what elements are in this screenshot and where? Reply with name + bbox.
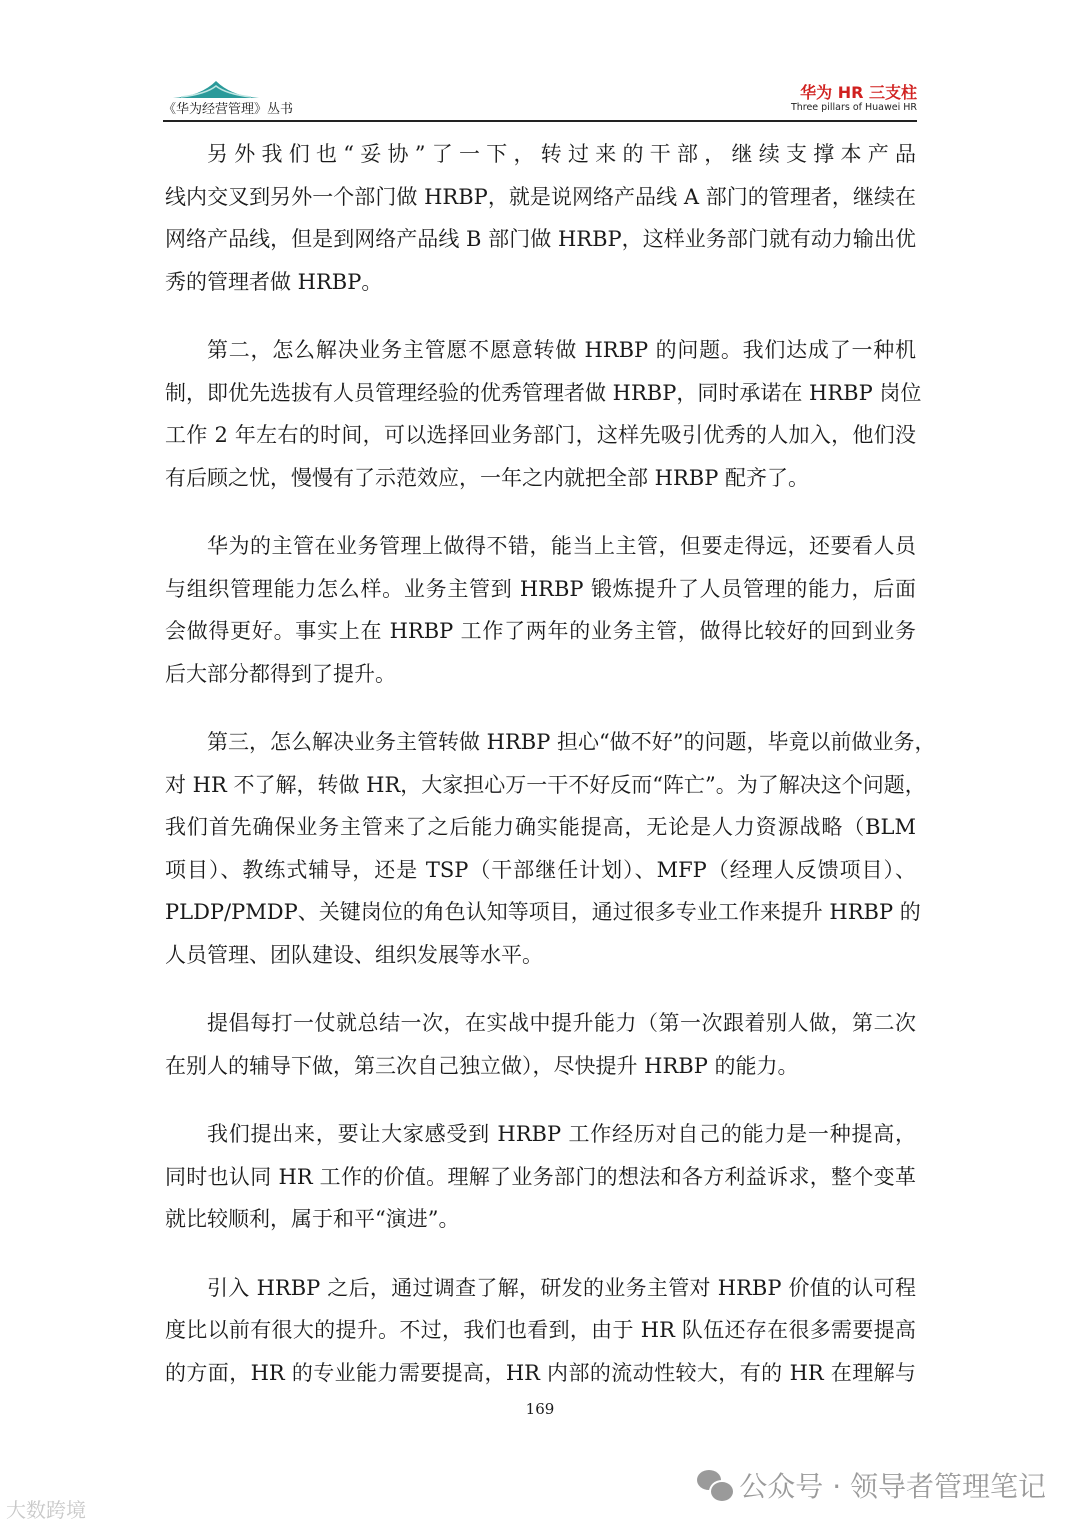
paragraph-line: 网络产品线，但是到网络产品线 B 部门做 HRBP，这样业务部门就有动力输出优 [165, 227, 916, 251]
paragraph [165, 1267, 916, 1395]
paragraph [165, 1002, 916, 1087]
paragraph-line: 工作 2 年左右的时间，可以选择回业务部门，这样先吸引优秀的人加入，他们没 [165, 423, 916, 447]
paragraph-line: 引入 HRBP 之后，通过调查了解，研发的业务主管对 HRBP 价值的认可程 [207, 1275, 916, 1300]
paragraph-line: 的方面，HR 的专业能力需要提高，HR 内部的流动性较大，有的 HR 在理解与 [165, 1360, 916, 1385]
paragraph-line: 会做得更好。事实上在 HRBP 工作了两年的业务主管，做得比较好的回到业务 [165, 619, 916, 643]
paragraph [165, 329, 922, 499]
paragraph-line: 就比较顺利，属于和平“演进”。 [165, 1207, 460, 1231]
paragraph-line: 另外我们也“妥协”了一下，转过来的干部，继续支撑本产品 [207, 142, 916, 166]
paragraph-line: 我们首先确保业务主管来了之后能力确实能提高，无论是人力资源战略（BLM [165, 815, 916, 839]
wechat-watermark [697, 1465, 1046, 1505]
paragraph-line: 第三，怎么解决业务主管转做 HRBP 担心“做不好”的问题，毕竟以前做业务， [207, 730, 936, 754]
paragraph-line: 对 HR 不了解，转做 HR，大家担心万一干不好反而“阵亡”。为了解决这个问题， [165, 772, 926, 797]
book-series-title: 《华为经营管理》丛书 [163, 102, 294, 117]
paragraph-line: 线内交叉到另外一个部门做 HRBP，就是说网络产品线 A 部门的管理者，继续在 [165, 184, 916, 209]
paragraph-line: 制，即优先选拔有人员管理经验的优秀管理者做 HRBP，同时承诺在 HRBP 岗位 [165, 380, 922, 405]
book-series-logo-icon [171, 78, 261, 100]
paragraph-line: 秀的管理者做 HRBP。 [165, 269, 383, 294]
paragraph-line: 同时也认同 HR 工作的价值。理解了业务部门的想法和各方利益诉求，整个变革 [165, 1164, 916, 1189]
paragraph-line: 人员管理、团队建设、组织发展等水平。 [165, 942, 543, 967]
paragraph-line: 在别人的辅导下做，第三次自己独立做），尽快提升 HRBP 的能力。 [165, 1053, 799, 1078]
page-body [165, 133, 936, 1420]
site-watermark: 大数跨境 [6, 1498, 86, 1522]
page-header [163, 78, 917, 122]
paragraph [165, 133, 916, 303]
brand-title-cn: 华为 HR 三支柱 [800, 83, 917, 102]
paragraph [165, 1113, 916, 1241]
paragraph-line: 第二，怎么解决业务主管愿不愿意转做 HRBP 的问题。我们达成了一种机 [207, 338, 916, 362]
paragraph-line: 有后顾之忧，慢慢有了示范效应，一年之内就把全部 HRBP 配齐了。 [165, 465, 810, 490]
wechat-icon [697, 1470, 731, 1500]
paragraph [165, 721, 936, 976]
paragraph-line: 提倡每打一仗就总结一次，在实战中提升能力（第一次跟着别人做，第二次 [207, 1011, 916, 1035]
paragraph [165, 525, 916, 695]
paragraph-line: 与组织管理能力怎么样。业务主管到 HRBP 锻炼提升了人员管理的能力，后面 [165, 576, 916, 601]
wechat-watermark-text: 公众号 · 领导者管理笔记 [739, 1470, 1046, 1503]
page-number: 169 [525, 1400, 555, 1418]
paragraph-line: 华为的主管在业务管理上做得不错，能当上主管，但要走得远，还要看人员 [207, 534, 916, 558]
paragraph-line: PLDP/PMDP、关键岗位的角色认知等项目，通过很多专业工作来提升 HRBP 的 [165, 900, 921, 924]
paragraph-line: 后大部分都得到了提升。 [165, 661, 396, 686]
book-brand [791, 84, 917, 114]
paragraph-line: 度比以前有很大的提升。不过，我们也看到，由于 HR 队伍还存在很多需要提高 [165, 1318, 916, 1342]
paragraph-line: 项目）、教练式辅导，还是 TSP（干部继任计划）、MFP（经理人反馈项目）、 [165, 857, 916, 882]
brand-title-en: Three pillars of Huawei HR [790, 102, 917, 113]
paragraph-line: 我们提出来，要让大家感受到 HRBP 工作经历对自己的能力是一种提高， [207, 1122, 916, 1146]
